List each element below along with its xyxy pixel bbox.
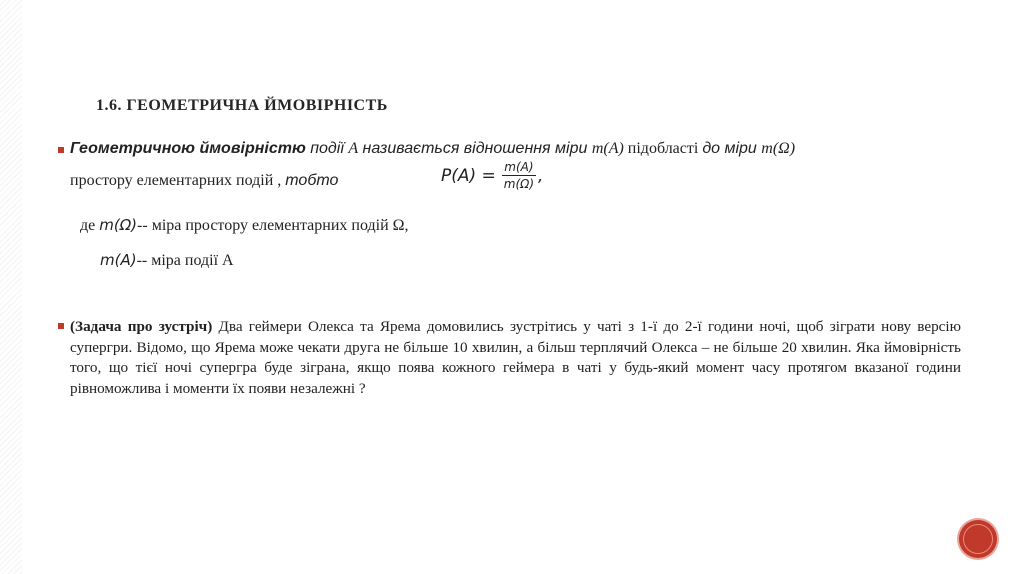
problem-text: Два геймери Олекса та Ярема домовились зустрітись у чаті з 1-ї до 2-ї години ночі, щоб зіграти нову версію супергри. Відомо, що Ярема може чекати друга не більше 10 хвилин, а більш терплячий Олекса – не більше 20 хвилин. Яка ймовірність того, що тієї ночі супергра буде зіграна, якщо поява кожного геймера в чаті у будь-який момент часу протягом вказаної години рівноможлива і моменти їх появи незалежні ? [70, 318, 961, 397]
measure-omega: m(Ω) [761, 140, 796, 157]
definition-text: тобто [285, 172, 339, 189]
definition-term: Геометричною ймовірністю [70, 140, 306, 157]
measure-omega: m(Ω) [99, 216, 138, 234]
problem-paragraph [70, 317, 961, 399]
where-text: -- міра простору елементарних подій Ω, [137, 217, 409, 234]
measure-a: m(A) [591, 140, 624, 157]
event-measure-text: -- міра події А [136, 252, 234, 269]
definition-line-1 [70, 140, 795, 158]
formula-numerator: m(A) [504, 160, 534, 174]
formula-fraction [502, 160, 536, 191]
definition-line-2 [70, 172, 338, 190]
slide [22, 0, 1024, 574]
definition-text: підобласті [623, 140, 703, 157]
bullet-icon [58, 147, 64, 153]
formula-denominator: m(Ω) [503, 177, 535, 191]
formula-lhs: P(A) = [441, 165, 496, 186]
where-prefix: де [80, 217, 100, 234]
probability-formula [441, 160, 543, 191]
page-title: 1.6. ГЕОМЕТРИЧНА ЙМОВІРНІСТЬ [96, 97, 388, 114]
circle-button-icon[interactable] [959, 520, 997, 558]
where-line [80, 216, 409, 235]
definition-text: до міри [702, 140, 762, 157]
event-measure-line [100, 251, 234, 270]
event-symbol: A [348, 140, 359, 157]
bullet-icon [58, 323, 64, 329]
definition-text: простору елементарних подій , [70, 172, 286, 189]
problem-heading: (Задача про зустріч) [70, 318, 213, 335]
definition-text: називається відношення міри [358, 140, 592, 157]
formula-comma: , [538, 165, 544, 186]
measure-a: m(A) [100, 251, 137, 269]
definition-text: події [305, 140, 349, 157]
